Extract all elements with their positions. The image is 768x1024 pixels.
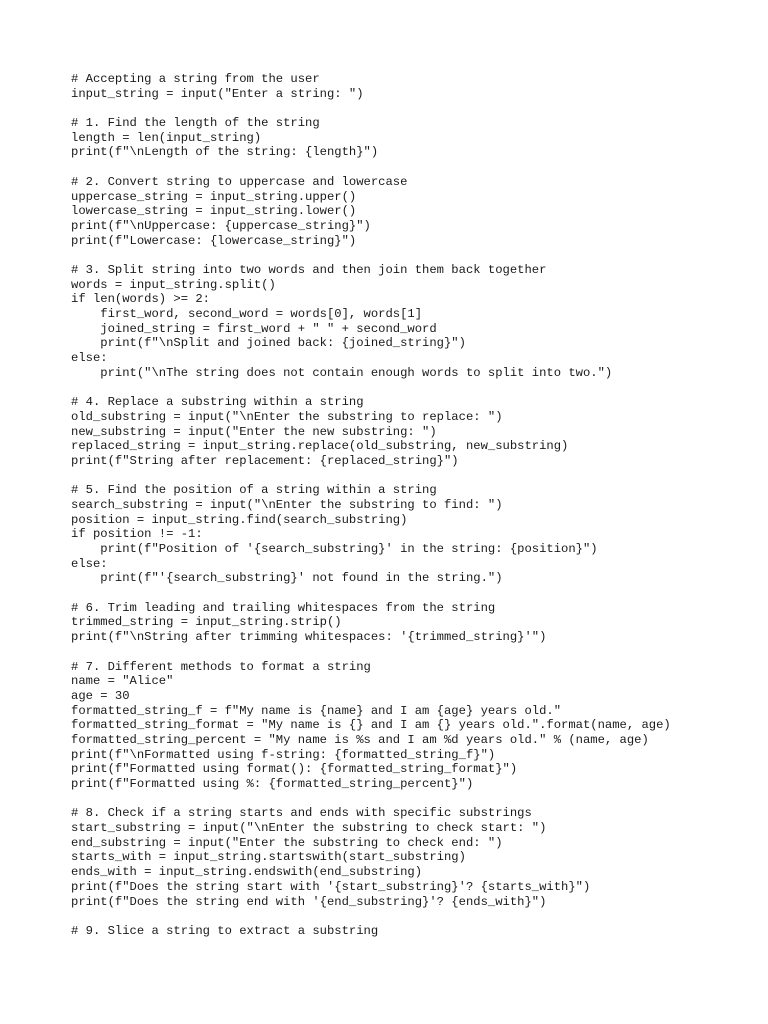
- code-line: joined_string = first_word + " " + second_word: [71, 321, 437, 336]
- code-line: start_substring = input("\nEnter the substring to check start: "): [71, 821, 547, 836]
- code-comment-line: # 4. Replace a substring within a string: [71, 395, 364, 410]
- code-line: position = input_string.find(search_substring): [71, 512, 408, 527]
- code-line: print(f"\nFormatted using f-string: {formatted_string_f}"): [71, 747, 496, 762]
- code-line: ends_with = input_string.endswith(end_substring): [71, 865, 423, 880]
- code-comment-line: # 9. Slice a string to extract a substring: [71, 923, 379, 938]
- blank-line: [71, 101, 761, 116]
- code-comment-line: # Accepting a string from the user: [71, 72, 320, 86]
- code-line: else:: [71, 556, 108, 571]
- code-comment-line: # 1. Find the length of the string: [71, 116, 320, 131]
- code-line: first_word, second_word = words[0], words[1]: [71, 307, 423, 321]
- code-line: print(f"\nString after trimming whitespaces: '{trimmed_string}'"): [71, 630, 547, 645]
- code-block: [71, 72, 761, 939]
- blank-line: [71, 792, 761, 807]
- code-comment-line: # 6. Trim leading and trailing whitespaces from the string: [71, 600, 496, 615]
- code-line: new_substring = input("Enter the new substring: "): [71, 424, 437, 439]
- code-line: length = len(input_string): [71, 130, 262, 145]
- code-line: print("\nThe string does not contain enough words to split into two."): [71, 365, 613, 380]
- code-line: print(f"Formatted using format(): {formatted_string_format}"): [71, 762, 518, 777]
- code-line: words = input_string.split(): [71, 277, 276, 292]
- blank-line: [71, 380, 761, 395]
- blank-line: [71, 586, 761, 601]
- code-line: lowercase_string = input_string.lower(): [71, 204, 357, 219]
- code-comment-line: # 7. Different methods to format a string: [71, 659, 371, 674]
- code-line: replaced_string = input_string.replace(old_substring, new_substring): [71, 439, 569, 454]
- code-line: print(f"Lowercase: {lowercase_string}"): [71, 233, 357, 248]
- code-line: print(f"\nLength of the string: {length}"): [71, 145, 379, 160]
- code-line: search_substring = input("\nEnter the substring to find: "): [71, 497, 503, 512]
- code-line: formatted_string_percent = "My name is %s and I am %d years old." % (name, age): [71, 732, 649, 747]
- code-line: print(f"\nSplit and joined back: {joined_string}"): [71, 336, 466, 351]
- code-line: print(f"Position of '{search_substring}' in the string: {position}"): [71, 542, 598, 556]
- code-line: formatted_string_f = f"My name is {name} and I am {age} years old.": [71, 703, 562, 718]
- code-line: starts_with = input_string.startswith(start_substring): [71, 850, 466, 865]
- code-line: print(f"\nUppercase: {uppercase_string}"): [71, 218, 371, 233]
- code-comment-line: # 3. Split string into two words and then join them back together: [71, 262, 547, 277]
- code-line: print(f"String after replacement: {replaced_string}"): [71, 453, 459, 468]
- code-line: print(f"Formatted using %: {formatted_string_percent}"): [71, 777, 474, 791]
- code-comment-line: # 5. Find the position of a string within a string: [71, 483, 437, 498]
- blank-line: [71, 160, 761, 175]
- code-comment-line: # 8. Check if a string starts and ends with specific substrings: [71, 806, 532, 821]
- code-comment-line: # 2. Convert string to uppercase and lowercase: [71, 174, 408, 189]
- code-line: trimmed_string = input_string.strip(): [71, 615, 342, 630]
- code-line: formatted_string_format = "My name is {} and I am {} years old.".format(name, age): [71, 718, 671, 733]
- code-line: print(f"Does the string start with '{start_substring}'? {starts_with}"): [71, 879, 591, 894]
- code-line: old_substring = input("\nEnter the substring to replace: "): [71, 409, 503, 424]
- code-line: if position != -1:: [71, 527, 203, 542]
- code-line: if len(words) >= 2:: [71, 292, 210, 307]
- code-line: age = 30: [71, 688, 130, 703]
- blank-line: [71, 469, 761, 484]
- code-line: name = "Alice": [71, 674, 174, 689]
- code-line: print(f"'{search_substring}' not found in the string."): [71, 571, 503, 586]
- code-line: uppercase_string = input_string.upper(): [71, 189, 357, 204]
- code-line: print(f"Does the string end with '{end_substring}'? {ends_with}"): [71, 894, 547, 909]
- blank-line: [71, 909, 761, 924]
- blank-line: [71, 248, 761, 263]
- code-line: else:: [71, 351, 108, 366]
- code-line: end_substring = input("Enter the substring to check end: "): [71, 835, 503, 850]
- code-line: input_string = input("Enter a string: "): [71, 86, 364, 101]
- blank-line: [71, 645, 761, 660]
